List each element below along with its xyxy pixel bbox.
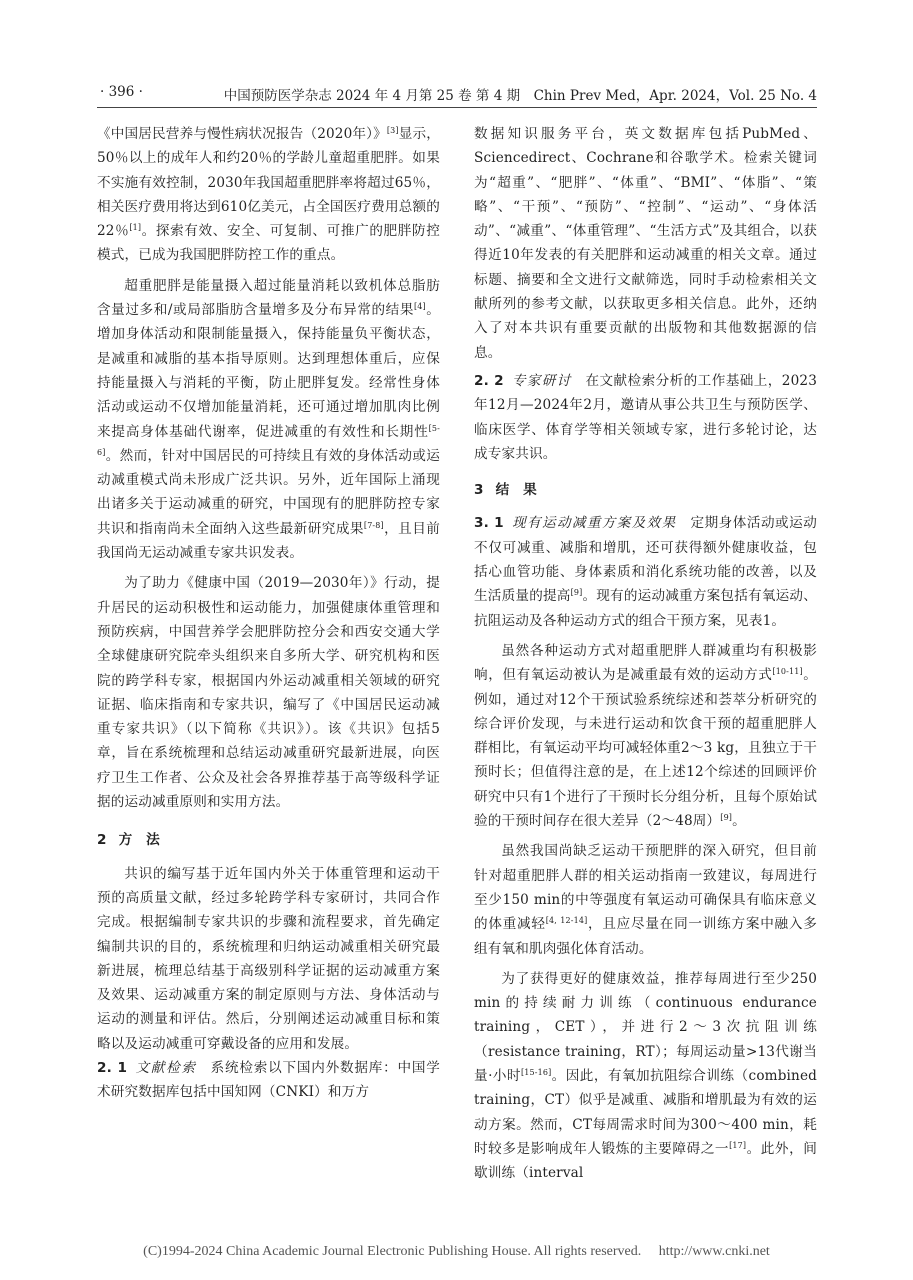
citation: [10-11] — [772, 667, 803, 677]
subsection-number: 2. 1 — [97, 1059, 128, 1076]
citation: [7-8] — [363, 520, 384, 530]
copyright-footer: (C)1994-2024 China Academic Journal Electronic Publishing House. All rights reserved. http://www.cnki.net — [143, 1244, 770, 1259]
paragraph: 虽然我国尚缺乏运动干预肥胖的深入研究，但目前针对超重肥胖人群的相关运动指南一致建议，每周进行至少150 min的中等强度有氧运动可确保具有临床意义的体重减轻[4, 12-14]，且应尽量在同一训练方案中融入多组有氧和肌肉强化体育活动。 — [474, 843, 817, 957]
header-rule — [97, 107, 817, 108]
subsection-title: 专家研讨 — [511, 372, 572, 389]
citation: [3] — [386, 126, 399, 135]
paragraph: 《中国居民营养与慢性病状况报告（2020年）》[3]显示，50％以上的成年人和约20％的学龄儿童超重肥胖。如果不实施有效控制，2030年我国超重肥胖率将超过65％，相关医疗费用将达到610亿美元，占全国医疗费用总额的22％[1]。探索有效、安全、可复制、可推广的肥胖防控模式，已成为我国肥胖防控工作的重点。 — [97, 126, 440, 264]
paragraph: 共识的编写基于近年国内外关于体重管理和运动干预的高质量文献，经过多轮跨学科专家研讨，共同合作完成。根据编制专家共识的步骤和流程要求，首先确定编制共识的目的，系统梳理和归纳运动减重相关研究最新进展，梳理总结基于高级别科学证据的运动减重方案及效果、运动减重方案的制定原则与方法、身体活动与运动的测量和评估。然后，分别阐述运动减重目标和策略以及运动减重可穿戴设备的应用和发展。 — [97, 865, 440, 1052]
citation: [9] — [570, 588, 583, 598]
paragraph: 2. 1 文献检索 系统检索以下国内外数据库：中国学术研究数据库包括中国知网（CNKI）和万方 — [97, 1059, 440, 1101]
journal-citation: 中国预防医学杂志 2024 年 4 月第 25 卷 第 4 期 Chin Prev Med，Apr. 2024，Vol. 25 No. 4 — [223, 88, 817, 104]
citation: [17] — [729, 1140, 747, 1150]
left-column — [97, 122, 440, 1105]
paragraph: 为了助力《健康中国（2019—2030年）》行动，提升居民的运动积极性和运动能力，加强健康体重管理和预防疾病，中国营养学会肥胖防控分会和西安交通大学全球健康研究院牵头组织来自多所大学、研究机构和医院的跨学科专家，根据国内外运动减重相关领域的研究证据、临床指南和专家共识，编写了《中国居民运动减重专家共识》（以下简称《共识》）。该《共识》包括5章，旨在系统梳理和总结运动减重研究最新进展，向医疗卫生工作者、公众及社会各界推荐基于高等级科学证据的运动减重原则和实用方法。 — [97, 575, 440, 811]
citation: [15-16] — [520, 1067, 552, 1077]
subsection-number: 3. 1 — [474, 515, 504, 532]
subsection-title: 文献检索 — [135, 1059, 197, 1076]
paragraph: 2. 2 专家研讨 在文献检索分析的工作基础上，2023年12月—2024年2月，邀请从事公共卫生与预防医学、临床医学、体育学等相关领域专家，进行多轮讨论，达成专家共识。 — [474, 372, 818, 462]
section-heading: 2 方 法 — [97, 832, 160, 849]
subsection-number: 2. 2 — [474, 372, 504, 389]
right-column — [474, 122, 817, 1185]
citation: [4, 12-14] — [545, 916, 588, 926]
citation: [1] — [129, 223, 142, 233]
paragraph: 超重肥胖是能量摄入超过能量消耗以致机体总脂肪含量过多和/或局部脂肪含量增多及分布异常的结果[4]。增加身体活动和限制能量摄入，保持能量负平衡状态，是减重和减脂的基本指导原则。达到理想体重后，应保持能量摄入与消耗的平衡，防止肥胖复发。经常性身体活动或运动不仅增加能量消耗，还可通过增加肌肉比例来提高身体基础代谢率，促进减重的有效性和长期性[5-6]。然而，针对中国居民的可持续且有效的身体活动或运动减重模式尚未形成广泛共识。另外，近年国际上涌现出诸多关于运动减重的研究，中国现有的肥胖防控专家共识和指南尚未全面纳入这些最新研究成果[7-8]，且目前我国尚无运动减重专家共识发表。 — [97, 277, 441, 562]
running-header — [97, 80, 817, 110]
citation: [4] — [414, 302, 426, 312]
section-heading: 3 结 果 — [474, 482, 537, 499]
paragraph: 3. 1 现有运动减重方案及效果 定期身体活动或运动不仅可减重、减脂和增肌，还可获得额外健康收益，包括心血管功能、身体素质和消化系统功能的改善，以及生活质量的提高[9]。现有的运动减重方案包括有氧运动、抗阻运动及各种运动方式的组合干预方案，见表1。 — [474, 515, 817, 629]
citation: [9] — [720, 813, 733, 823]
paragraph: 数据知识服务平台，英文数据库包括PubMed、Sciencedirect、Cochrane和谷歌学术。检索关键词为“超重”、“肥胖”、“体重”、“BMI”、“体脂”、“策略”、“干预”、“预防”、“控制”、“运动”、“身体活动”、“减重”、“体重管理”、“生活方式”及其组合，以获得近10年发表的有关肥胖和运动减重的相关文章。通过标题、摘要和全文进行文献筛选，同时手动检索相关文献所列的参考文献，以获取更多相关信息。此外，还纳入了对本共识有重要贡献的出版物和其他数据源的信息。 — [474, 126, 817, 361]
paragraph: 虽然各种运动方式对超重肥胖人群减重均有积极影响，但有氧运动被认为是减重最有效的运动方式[10-11]。例如，通过对12个干预试验系统综述和荟萃分析研究的综合评价发现，与未进行运动和饮食干预的超重肥胖人群相比，有氧运动平均可减轻体重2～3 kg，且独立于干预时长；但值得注意的是，在上述12个综述的回顾评价研究中只有1个进行了干预时长分组分析，且每个原始试验的干预时间存在很大差异（2～48周）[9]。 — [474, 642, 817, 830]
subsection-title: 现有运动减重方案及效果 — [511, 515, 677, 532]
citation: [5-6] — [97, 423, 440, 457]
paragraph: 为了获得更好的健康效益，推荐每周进行至少250 min的持续耐力训练（continuous endurance training，CET），并进行2～3次抗阻训练（resistance training，RT）；每周运动量>13代谢当量·小时[15-16]。因此，有氧加抗阻综合训练（combined training，CT）似乎是减重、减脂和增肌最为有效的运动方案。然而，CT每周需求时间为300～400 min，耗时较多是影响成年人锻炼的主要障碍之一[17]。此外，间歇训练（interval — [474, 970, 818, 1182]
page-number: · 396 · — [100, 84, 143, 100]
